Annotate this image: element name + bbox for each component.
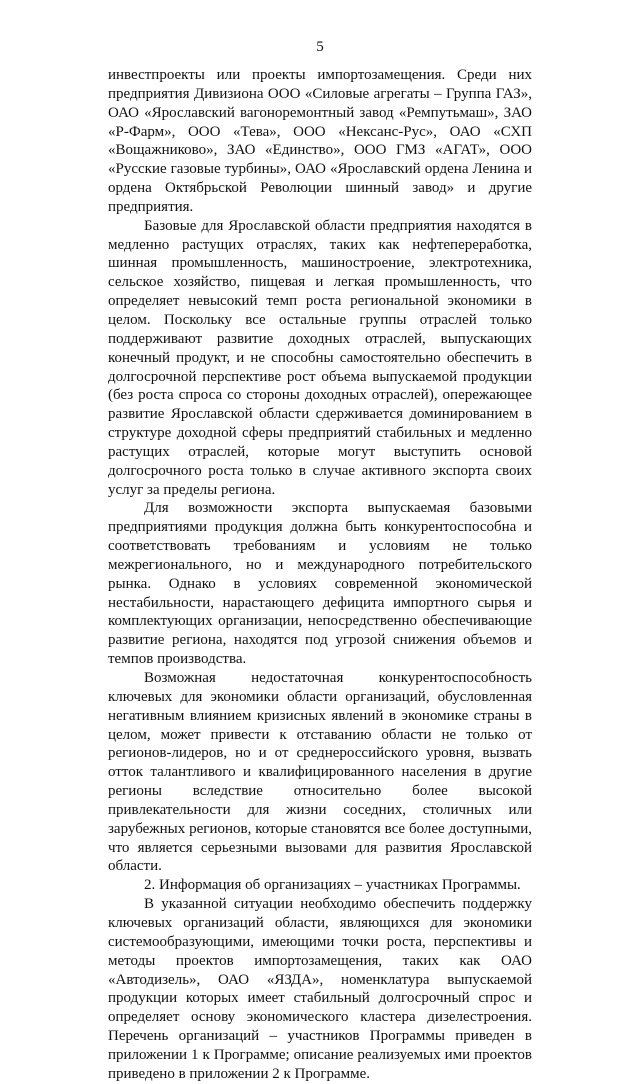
- paragraph-competitiveness: Возможная недостаточная конкурентоспособность ключевых для экономики области организаций, обусловленная негативным влиянием кризисных явлений в экономике страны в целом, может привести к отставанию области не только от регионов-лидеров, но и от среднероссийского уровня, вызвать отток талантливого и квалифицированного населения в другие регионы вследствие относительно более высокой привлекательности для жизни соседних, столичных или зарубежных регионов, которые становятся все более доступными, что является серьезными вызовами для развития Ярославской области.: [108, 670, 532, 875]
- paragraph-continuation: инвестпроекты или проекты импортозамещения. Среди них предприятия Дивизиона ООО «Силовые агрегаты – Группа ГАЗ», ОАО «Ярославский вагоноремонтный завод «Ремпутьмаш», ЗАО «Р-Фарм», ООО «Тева», ООО «Нексанс-Рус», ОАО «СХП «Вощажниково», ЗАО «Единство», ООО ГМЗ «АГАТ», ООО «Русские газовые турбины», ОАО «Ярославский ордена Ленина и ордена Октябрьской Революции шинный завод» и другие предприятия.: [108, 67, 532, 215]
- page-number: 5: [316, 39, 324, 55]
- section-heading: 2. Информация об организациях – участниках Программы.: [144, 877, 521, 894]
- paragraph-base-industries: Базовые для Ярославской области предприятия находятся в медленно растущих отраслях, таких как нефтепереработка, шинная промышленность, машиностроение, электротехника, сельское хозяйство, пищевая и легкая промышленность, что определяет невысокий темп роста региональной экономики в целом. Поскольку все остальные группы отраслей только поддерживают развитие доходных отраслей, выпускающих конечный продукт, и не способны самостоятельно обеспечить в долгосрочной перспективе рост объема выпускаемой продукции (без роста спроса со стороны доходных отраслей), опережающее развитие Ярославской области сдерживается доминированием в структуре доходной сферы предприятий стабильных и медленно растущих отраслей, которые могут выступить основой долгосрочного роста только в случае активного экспорта своих услуг за пределы региона.: [108, 217, 532, 498]
- document-body: [108, 66, 532, 1084]
- paragraph-support: В указанной ситуации необходимо обеспечить поддержку ключевых организаций области, являющихся для экономики системообразующими, имеющими точки роста, перспективы и методы проектов импортозамещения, таких как ОАО «Автодизель», ОАО «ЯЗДА», номенклатура выпускаемой продукции которых имеет стабильный долгосрочный спрос и определяет основу экономического кластера дизелестроения. Перечень организаций – участников Программы приведен в приложении 1 к Программе; описание реализуемых ими проектов приведено в приложении 2 к Программе.: [108, 896, 532, 1082]
- paragraph-export: Для возможности экспорта выпускаемая базовыми предприятиями продукция должна быть конкурентоспособна и соответствовать требованиям и условиям не только межрегионального, но и международного потребительского рынка. Однако в условиях современной экономической нестабильности, нарастающего дефицита импортного сырья и комплектующих организации, непосредственно обеспечивающие развитие региона, находятся под угрозой снижения объемов и темпов производства.: [108, 500, 532, 668]
